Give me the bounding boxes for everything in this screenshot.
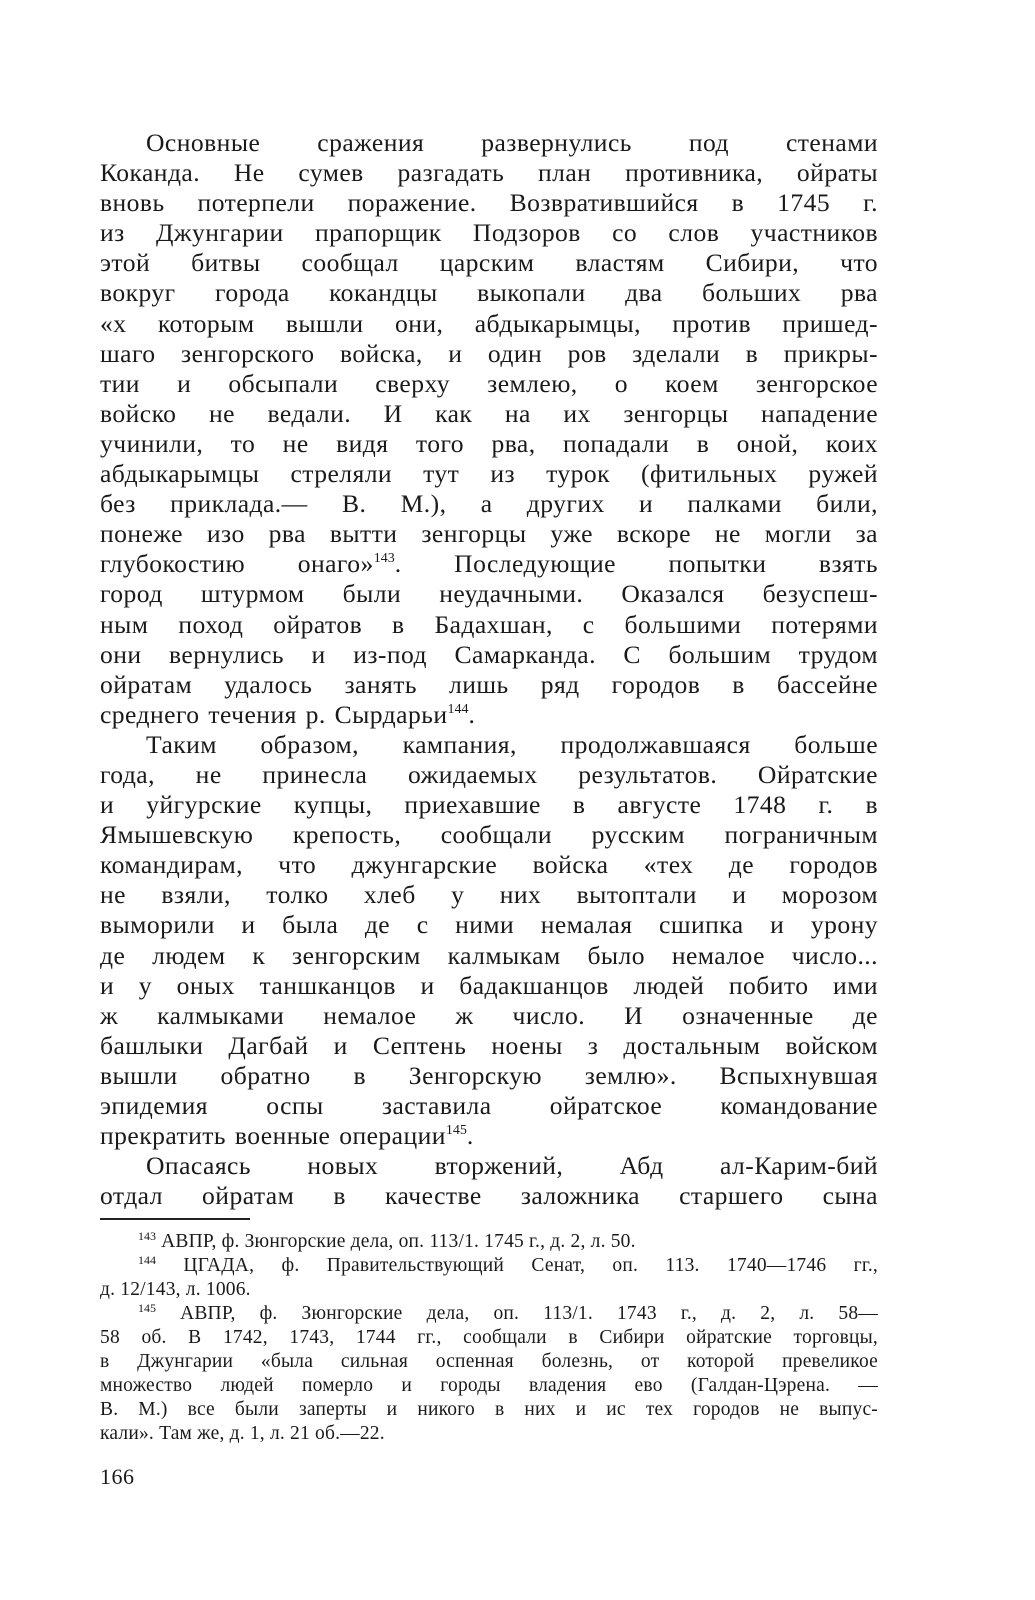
paragraph [100, 1151, 878, 1211]
text-line: вышли обратно в Зенгорскую землю». Вспыхнувшая [100, 1060, 878, 1090]
footnote-text: ЦГАДА, ф. Правительствующий Сенат, оп. 113. 1740—1746 гг., [183, 1255, 878, 1276]
footnote-line: в Джунгарии «была сильная оспенная болезнь, от которой превеликое [100, 1351, 878, 1372]
text-line: и уйгурские купцы, приехавшие в августе 1748 г. в [100, 790, 878, 820]
footnote-line [100, 1302, 878, 1326]
footnote-separator [100, 1218, 250, 1220]
text-line: этой битвы сообщал царским властям Сибири, что [100, 248, 878, 278]
text-line: вокруг города кокандцы выкопали два больших рва [100, 278, 878, 308]
text-line [100, 1121, 878, 1151]
text-line: де людем к зенгорским калмыкам было немалое число... [100, 940, 878, 970]
text-line: года, не принесла ожидаемых результатов. Ойратские [100, 759, 878, 789]
text-line: абдыкарымцы стреляли тут из турок (фитильных ружей [100, 459, 878, 489]
footnote-text: АВПР, ф. Зюнгорские дела, оп. 113/1. 1743 г., д. 2, л. 58— [180, 1303, 878, 1324]
text-line: Коканда. Не сумев разгадать план противника, ойраты [100, 158, 878, 188]
footnote-ref-143[interactable]: 143 [373, 551, 395, 567]
text-line: ойратам удалось занять лишь ряд городов в бассейне [100, 669, 878, 699]
footnote-line: кали». Там же, д. 1, л. 21 об.—22. [100, 1423, 385, 1444]
footnote-text: АВПР, ф. Зюнгорские дела, оп. 113/1. 1745 г., д. 2, л. 50. [161, 1231, 636, 1252]
footnote-line: 58 об. В 1742, 1743, 1744 гг., сообщали в Сибири ойратские торговцы, [100, 1327, 878, 1348]
footnote-ref-144[interactable]: 144 [447, 701, 469, 717]
text-line: Ямышевскую крепость, сообщали русским пограничным [100, 820, 878, 850]
main-text [100, 128, 878, 1211]
text-line: они вернулись и из-под Самарканда. С большим трудом [100, 639, 878, 669]
footnote-line: д. 12/143, л. 1006. [100, 1279, 251, 1300]
text-line: «х которым вышли они, абдыкарымцы, против пришед- [100, 308, 878, 338]
footnotes [100, 1230, 878, 1446]
text-line: ж калмыками немалое ж число. И означенные де [100, 1000, 878, 1030]
text-line: ным поход ойратов в Бадахшан, с большими потерями [100, 609, 878, 639]
text-segment: . [468, 699, 476, 729]
text-line: войско не ведали. И как на их зенгорцы нападение [100, 398, 878, 428]
footnote-line [100, 1230, 878, 1254]
footnote-number: 145 [138, 1301, 156, 1315]
footnote-ref-145[interactable]: 145 [445, 1123, 467, 1139]
footnote-number: 143 [138, 1229, 156, 1243]
paragraph [100, 128, 878, 730]
paragraph [100, 730, 878, 1151]
text-line: вновь потерпели поражение. Возвратившийся в 1745 г. [100, 188, 878, 218]
footnote-number: 144 [138, 1253, 156, 1267]
footnote-line [100, 1254, 878, 1278]
text-line: и у оных таншканцов и бадакшанцов людей побито ими [100, 970, 878, 1000]
text-line: тии и обсыпали сверху землею, о коем зенгорское [100, 368, 878, 398]
footnote-145 [100, 1302, 878, 1446]
text-line [100, 700, 878, 730]
text-line: башлыки Дагбай и Септень ноены з достальным войском [100, 1030, 878, 1060]
text-segment: прекратить военные операции [100, 1121, 446, 1151]
text-line: из Джунгарии прапорщик Подзоров со слов участников [100, 218, 878, 248]
text-line: Основные сражения развернулись под стенами [146, 128, 878, 157]
text-line: командирам, что джунгарские войска «тех де городов [100, 850, 878, 880]
text-line: учинили, то не видя того рва, попадали в оной, коих [100, 428, 878, 458]
text-line: выморили и была де с ними немалая сшипка и урону [100, 910, 878, 940]
text-line: Таким образом, кампания, продолжавшаяся больше [146, 729, 878, 759]
text-line: город штурмом были неудачными. Оказался безуспеш- [100, 579, 878, 609]
text-segment: глубокостию онаго» [100, 549, 374, 579]
text-line: без приклада.— В. М.), а других и палками били, [100, 489, 878, 519]
footnote-144 [100, 1254, 878, 1302]
page-number: 166 [100, 1464, 135, 1489]
text-line: не взяли, толко хлеб у них вытоптали и морозом [100, 880, 878, 910]
text-line: понеже изо рва вытти зенгорцы уже вскоре не могли за [100, 519, 878, 549]
text-line: эпидемия оспы заставила ойратское командование [100, 1091, 878, 1120]
text-line: отдал ойратам в качестве заложника старшего сына [100, 1181, 878, 1211]
text-segment: среднего течения р. Сырдарьи [100, 699, 448, 729]
footnote-143 [100, 1230, 878, 1254]
text-segment: . Последующие попытки взять [394, 549, 879, 579]
text-line: Опасаясь новых вторжений, Абд ал-Карим-бий [146, 1151, 878, 1181]
footnote-line: множество людей померло и городы владения ево (Галдан-Цэрена. — [100, 1375, 878, 1396]
text-segment: . [466, 1121, 474, 1151]
text-line: шаго зенгорского войска, и один ров зделали в прикры- [100, 338, 878, 368]
footnote-line: В. М.) все были заперты и никого в них и ис тех городов не выпус- [100, 1399, 878, 1420]
text-line [100, 549, 878, 579]
